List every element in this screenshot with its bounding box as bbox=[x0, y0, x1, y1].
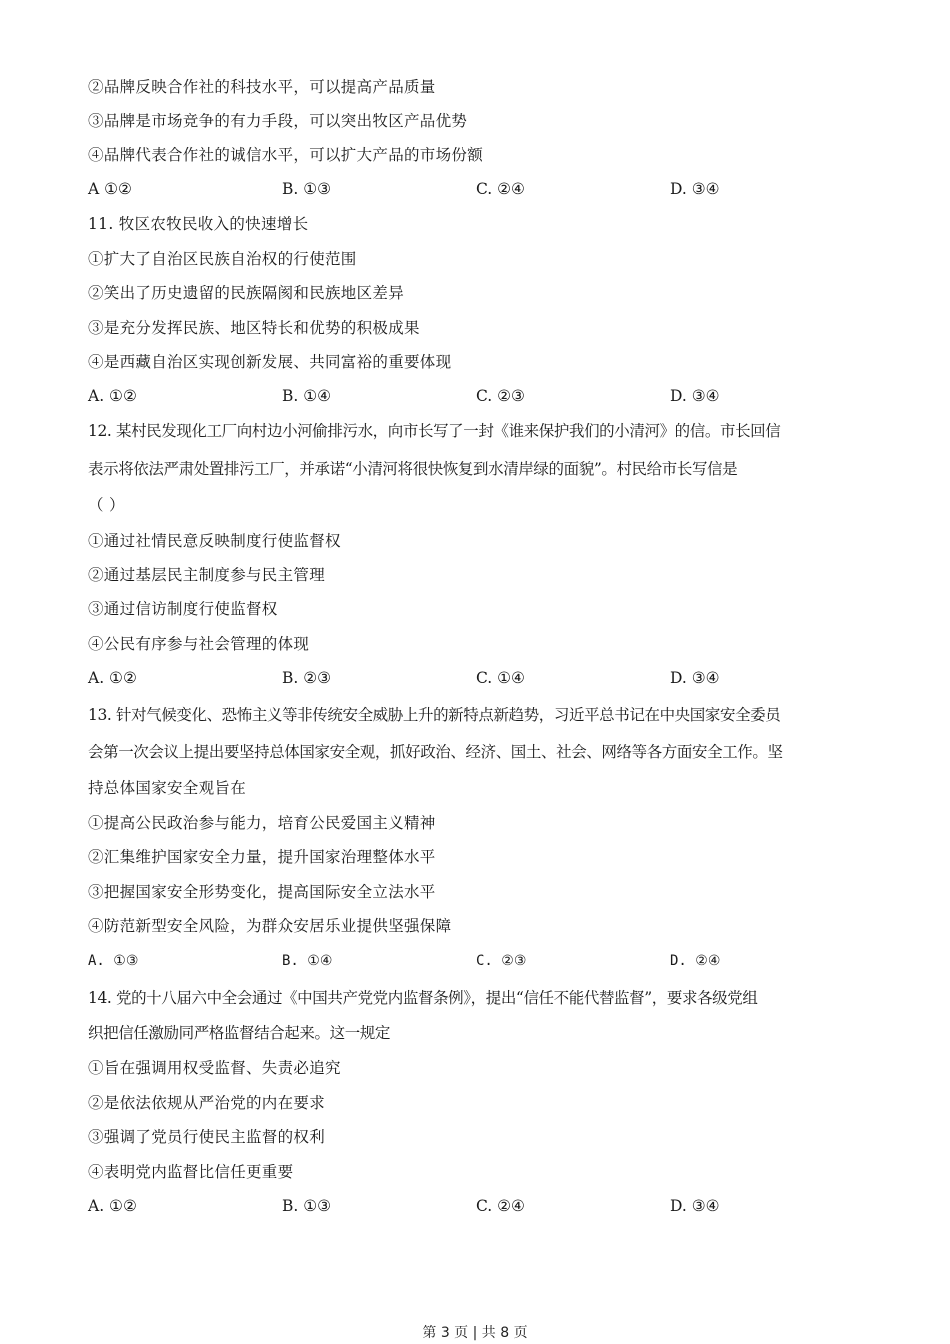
q14-option-a[interactable]: A. ①② bbox=[88, 1197, 137, 1215]
q14-item-2: ②是依法依规从严治党的内在要求 bbox=[88, 1094, 326, 1112]
q12-option-d[interactable]: D. ③④ bbox=[670, 669, 720, 687]
q13-option-a[interactable]: A. ①③ bbox=[88, 953, 139, 969]
q10-option-a[interactable]: A ①② bbox=[88, 180, 132, 198]
q10-option-d[interactable]: D. ③④ bbox=[670, 180, 720, 198]
q10-options bbox=[88, 179, 888, 199]
page-indicator: 第 3 页 | 共 8 页 bbox=[422, 1325, 528, 1341]
q13-option-c[interactable]: C. ②③ bbox=[476, 953, 527, 969]
q11-stem: 11. 牧区农牧民收入的快速增长 bbox=[88, 215, 309, 233]
q12-option-a[interactable]: A. ①② bbox=[88, 669, 137, 687]
q14-options bbox=[88, 1196, 888, 1216]
q12-item-2: ②通过基层民主制度参与民主管理 bbox=[88, 566, 326, 584]
q11-options bbox=[88, 386, 888, 406]
q13-item-3: ③把握国家安全形势变化，提高国际安全立法水平 bbox=[88, 883, 436, 901]
q14-option-d[interactable]: D. ③④ bbox=[670, 1197, 720, 1215]
q13-option-b[interactable]: B. ①④ bbox=[282, 953, 333, 969]
q11-option-b[interactable]: B. ①④ bbox=[282, 387, 332, 405]
q12-option-c[interactable]: C. ①④ bbox=[476, 669, 525, 687]
q14-item-3: ③强调了党员行使民主监督的权利 bbox=[88, 1128, 326, 1146]
q11-item-4: ④是西藏自治区实现创新发展、共同富裕的重要体现 bbox=[88, 353, 452, 371]
q11-option-c[interactable]: C. ②③ bbox=[476, 387, 525, 405]
q12-stem-line-2: 表示将依法严肃处置排污工厂，并承诺“小清河将很快恢复到水清岸绿的面貌”。村民给市长写信是 bbox=[88, 460, 738, 478]
q13-item-2: ②汇集维护国家安全力量，提升国家治理整体水平 bbox=[88, 848, 436, 866]
q11-item-1: ①扩大了自治区民族自治权的行使范围 bbox=[88, 250, 357, 268]
q13-stem-line-1: 13. 针对气候变化、恐怖主义等非传统安全威胁上升的新特点新趋势，习近平总书记在中央国家安全委员 bbox=[88, 706, 781, 724]
q13-options bbox=[88, 951, 888, 971]
q12-option-b[interactable]: B. ②③ bbox=[282, 669, 332, 687]
q12-item-3: ③通过信访制度行使监督权 bbox=[88, 600, 278, 618]
q13-option-d[interactable]: D. ②④ bbox=[670, 953, 721, 969]
q13-stem-line-3: 持总体国家安全观旨在 bbox=[88, 779, 247, 797]
q13-item-1: ①提高公民政治参与能力，培育公民爱国主义精神 bbox=[88, 814, 436, 832]
q12-stem-line-3: （ ） bbox=[88, 496, 125, 514]
q10-item-3: ③品牌是市场竞争的有力手段，可以突出牧区产品优势 bbox=[88, 112, 468, 130]
q10-item-4: ④品牌代表合作社的诚信水平，可以扩大产品的市场份额 bbox=[88, 146, 484, 164]
q13-stem-line-2: 会第一次会议上提出要坚持总体国家安全观，抓好政治、经济、国土、社会、网络等各方面安全工作。坚 bbox=[88, 743, 783, 761]
q12-item-1: ①通过社情民意反映制度行使监督权 bbox=[88, 532, 341, 550]
q12-item-4: ④公民有序参与社会管理的体现 bbox=[88, 635, 310, 653]
q10-item-2: ②品牌反映合作社的科技水平，可以提高产品质量 bbox=[88, 78, 436, 96]
q14-stem-line-2: 织把信任激励同严格监督结合起来。这一规定 bbox=[88, 1024, 391, 1042]
q11-option-d[interactable]: D. ③④ bbox=[670, 387, 720, 405]
q10-option-c[interactable]: C. ②④ bbox=[476, 180, 525, 198]
q14-stem-line-1: 14. 党的十八届六中全会通过《中国共产党党内监督条例》，提出“信任不能代替监督”，要求各级党组 bbox=[88, 989, 758, 1007]
q14-option-c[interactable]: C. ②④ bbox=[476, 1197, 525, 1215]
q10-option-b[interactable]: B. ①③ bbox=[282, 180, 332, 198]
q11-option-a[interactable]: A. ①② bbox=[88, 387, 137, 405]
q12-options bbox=[88, 668, 888, 688]
q14-option-b[interactable]: B. ①③ bbox=[282, 1197, 332, 1215]
q14-item-4: ④表明党内监督比信任更重要 bbox=[88, 1163, 294, 1181]
q11-item-2: ②笑出了历史遗留的民族隔阂和民族地区差异 bbox=[88, 284, 405, 302]
q11-item-3: ③是充分发挥民族、地区特长和优势的积极成果 bbox=[88, 319, 420, 337]
q14-item-1: ①旨在强调用权受监督、失责必追究 bbox=[88, 1059, 341, 1077]
q13-item-4: ④防范新型安全风险，为群众安居乐业提供坚强保障 bbox=[88, 917, 452, 935]
q12-stem-line-1: 12. 某村民发现化工厂向村边小河偷排污水，向市长写了一封《谁来保护我们的小清河》的信。市长回信 bbox=[88, 422, 781, 440]
